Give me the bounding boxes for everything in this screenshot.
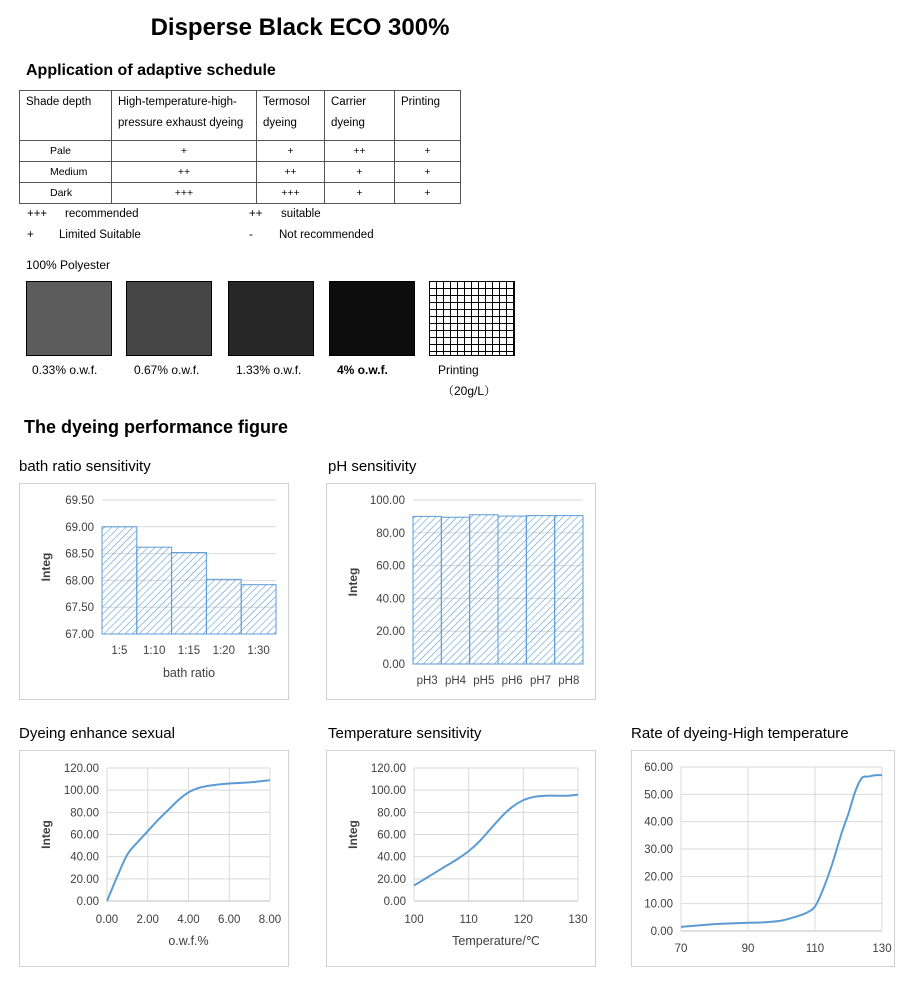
table-cell: +: [395, 141, 461, 162]
y-tick-label: 100.00: [63, 785, 99, 798]
shade-swatch: [329, 281, 415, 356]
chart-bath-ratio: [19, 483, 289, 700]
x-axis-title: bath ratio: [162, 666, 216, 680]
bar: [526, 516, 554, 664]
temperature-chart-svg: [327, 751, 595, 966]
rate-of-dyeing-chart-svg: [632, 751, 894, 966]
legend-meaning: Not recommended: [279, 229, 374, 241]
header-carrier-dyeing: Carrier dyeing: [325, 91, 395, 141]
header-shade-depth: Shade depth: [20, 91, 112, 141]
series-line: [414, 795, 578, 886]
chart-title: Rate of dyeing-High temperature: [631, 725, 849, 742]
legend-symbol: ++: [249, 208, 263, 220]
y-tick-label: 67.00: [65, 629, 94, 641]
swatch-label: Printing: [438, 363, 479, 377]
bar: [413, 516, 441, 664]
page-title: Disperse Black ECO 300%: [150, 14, 450, 41]
y-axis-title: Integ: [39, 552, 53, 582]
y-tick-label: 120.00: [63, 763, 99, 775]
x-tick-label: 1:15: [177, 645, 201, 657]
y-tick-label: 80.00: [70, 807, 99, 820]
y-tick-label: 0.00: [650, 926, 673, 938]
legend-meaning: recommended: [65, 208, 139, 220]
substrate-label: 100% Polyester: [26, 258, 111, 272]
performance-heading: The dyeing performance figure: [24, 417, 289, 437]
swatch-label: 1.33% o.w.f.: [236, 363, 302, 377]
table-row: [20, 183, 461, 204]
y-tick-label: 20.00: [70, 873, 99, 886]
table-cell: +: [325, 183, 395, 204]
table-row: [20, 141, 461, 162]
x-tick-label: 2.00: [136, 914, 159, 926]
table-cell: +++: [257, 183, 325, 204]
table-cell: ++: [257, 162, 325, 183]
x-tick-label: 1:30: [247, 645, 270, 657]
table-cell: Medium: [20, 162, 112, 183]
y-tick-label: 10.00: [644, 898, 673, 911]
schedule-heading: Application of adaptive schedule: [26, 62, 276, 79]
chart-title: bath ratio sensitivity: [19, 458, 151, 475]
table-cell: Dark: [20, 183, 112, 204]
legend-symbol: +: [27, 229, 34, 241]
y-tick-label: 0.00: [382, 659, 405, 671]
bar: [498, 516, 526, 664]
table-cell: +: [257, 141, 325, 162]
chart-temperature: [326, 750, 596, 967]
y-tick-label: 68.50: [65, 548, 94, 561]
x-tick-label: pH4: [444, 675, 467, 687]
legend-symbol: +++: [27, 208, 48, 220]
y-tick-label: 60.00: [70, 829, 99, 842]
header-exhaust-dyeing: High-temperature-high-pressure exhaust dyeing: [112, 91, 257, 141]
table-cell: Pale: [20, 141, 112, 162]
y-tick-label: 100.00: [369, 495, 405, 507]
x-tick-label: 1:20: [212, 645, 235, 657]
x-tick-label: pH5: [473, 675, 495, 687]
x-tick-label: 120: [513, 914, 533, 926]
table-cell: +: [395, 162, 461, 183]
y-tick-label: 40.00: [376, 593, 405, 606]
y-tick-label: 100.00: [370, 785, 406, 798]
legend-meaning: Limited Suitable: [59, 229, 141, 241]
y-axis-title: Integ: [346, 567, 360, 597]
bar: [241, 585, 276, 634]
table-cell: +: [325, 162, 395, 183]
y-tick-label: 67.50: [65, 602, 94, 615]
shade-swatch: [126, 281, 212, 356]
y-tick-label: 20.00: [376, 626, 405, 639]
y-tick-label: 40.00: [377, 851, 406, 864]
x-tick-label: 90: [741, 943, 755, 955]
y-tick-label: 0.00: [383, 896, 406, 908]
x-tick-label: 130: [568, 914, 588, 926]
swatch-label: 4% o.w.f.: [337, 363, 388, 377]
x-tick-label: 1:5: [111, 645, 128, 657]
bar: [102, 527, 137, 634]
y-tick-label: 69.00: [65, 521, 94, 534]
dyeing-enhance-chart-svg: [20, 751, 288, 966]
bath-ratio-chart-svg: [20, 484, 288, 699]
y-tick-label: 20.00: [377, 873, 406, 886]
table-cell: +++: [112, 183, 257, 204]
x-tick-label: pH3: [416, 675, 438, 687]
swatch-label: 0.67% o.w.f.: [134, 363, 200, 377]
table-cell: ++: [325, 141, 395, 162]
schedule-table: [19, 90, 461, 204]
y-tick-label: 40.00: [70, 851, 99, 864]
x-tick-label: 4.00: [177, 914, 200, 926]
x-tick-label: pH7: [529, 675, 552, 687]
bar: [206, 579, 241, 634]
chart-title: Temperature sensitivity: [328, 725, 482, 742]
table-row: [20, 162, 461, 183]
y-tick-label: 60.00: [377, 829, 406, 842]
bar: [555, 516, 583, 664]
chart-rate-of-dyeing: [631, 750, 895, 967]
bar: [172, 553, 207, 634]
bar: [441, 517, 469, 664]
x-tick-label: 100: [404, 914, 424, 926]
y-tick-label: 68.00: [65, 575, 94, 588]
chart-title: Dyeing enhance sexual: [19, 725, 175, 742]
y-tick-label: 80.00: [377, 807, 406, 820]
ph-chart-svg: [327, 484, 595, 699]
x-tick-label: 1:10: [143, 645, 166, 657]
swatch-sublabel: （20g/L）: [442, 384, 497, 398]
y-axis-title: Integ: [346, 820, 360, 849]
legend-symbol: -: [249, 229, 253, 241]
x-tick-label: pH6: [501, 675, 523, 687]
header-termosol-dyeing: Termosol dyeing: [257, 91, 325, 141]
printing-grid-swatch: [429, 281, 515, 356]
swatch-label: 0.33% o.w.f.: [32, 363, 98, 377]
x-axis-title: Temperature/℃: [452, 934, 540, 948]
y-tick-label: 20.00: [644, 871, 673, 884]
bar: [470, 515, 498, 664]
chart-title: pH sensitivity: [328, 458, 417, 475]
y-axis-title: Integ: [39, 820, 53, 849]
bar: [137, 547, 172, 634]
x-tick-label: 70: [674, 943, 688, 955]
x-tick-label: 130: [872, 943, 892, 955]
table-cell: +: [112, 141, 257, 162]
y-tick-label: 30.00: [644, 844, 673, 856]
shade-swatch: [26, 281, 112, 356]
chart-dyeing-enhance: [19, 750, 289, 967]
legend-meaning: suitable: [281, 208, 321, 220]
table-cell: +: [395, 183, 461, 204]
y-tick-label: 40.00: [644, 816, 673, 829]
x-tick-label: 110: [805, 943, 825, 955]
x-tick-label: pH8: [558, 675, 580, 687]
y-tick-label: 60.00: [376, 560, 405, 573]
y-tick-label: 60.00: [644, 762, 673, 774]
y-tick-label: 50.00: [644, 789, 673, 802]
y-tick-label: 120.00: [370, 763, 406, 775]
header-printing: Printing: [395, 91, 461, 141]
x-tick-label: 110: [459, 914, 478, 926]
chart-ph: [326, 483, 596, 700]
x-axis-title: o.w.f.%: [168, 934, 209, 948]
x-tick-label: 0.00: [95, 914, 119, 926]
y-tick-label: 69.50: [65, 495, 94, 507]
shade-swatch: [228, 281, 314, 356]
y-tick-label: 0.00: [76, 896, 99, 908]
y-tick-label: 80.00: [376, 527, 405, 540]
x-tick-label: 6.00: [218, 914, 241, 926]
table-cell: ++: [112, 162, 257, 183]
x-tick-label: 8.00: [258, 914, 282, 926]
